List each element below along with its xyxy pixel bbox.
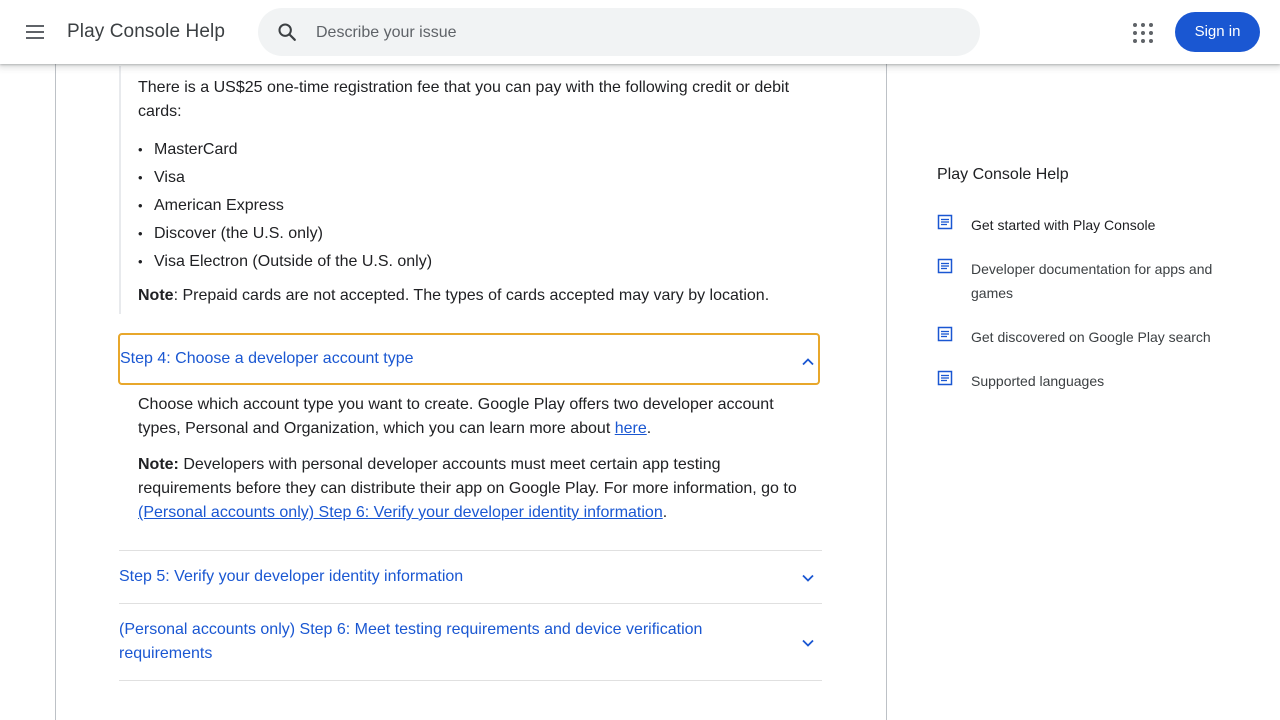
sidebar-item-label: Developer documentation for apps and games	[971, 261, 1213, 301]
sidebar-item-label: Get discovered on Google Play search	[971, 329, 1211, 345]
step4-title: Step 4: Choose a developer account type	[120, 350, 414, 367]
article-icon	[937, 326, 953, 342]
sign-in-button[interactable]: Sign in	[1175, 12, 1260, 52]
article-icon	[937, 214, 953, 230]
apps-grid-icon[interactable]	[1132, 22, 1154, 44]
card-list	[138, 136, 432, 276]
step4-note-text: Developers with personal developer accounts must meet certain app testing requirements before they can distribute their app on Google Play. For more information, go to	[138, 456, 797, 497]
sidebar-item-supported-languages[interactable]	[937, 369, 1237, 393]
sidebar-title: Play Console Help	[937, 166, 1069, 183]
sidebar-item-label: Get started with Play Console	[971, 217, 1156, 233]
chevron-up-icon[interactable]	[801, 355, 815, 369]
article-icon	[937, 370, 953, 386]
search-input[interactable]	[314, 20, 918, 46]
top-bar	[0, 0, 1280, 64]
step4-accordion-header[interactable]	[118, 333, 820, 385]
sidebar-item-developer-docs[interactable]	[937, 257, 1237, 305]
step6-title: (Personal accounts only) Step 6: Meet testing requirements and device verification requirements	[119, 621, 703, 662]
product-title[interactable]: Play Console Help	[67, 21, 226, 42]
content-right-border	[886, 64, 887, 720]
expanded-section-indicator	[119, 66, 121, 314]
chevron-down-icon[interactable]	[801, 636, 815, 650]
step4-body-text: Choose which account type you want to create. Google Play offers two developer account types, Personal and Organization, which you can learn more about	[138, 396, 774, 437]
hamburger-menu-icon[interactable]	[22, 20, 48, 44]
step4-note	[138, 453, 810, 525]
sidebar-item-get-discovered[interactable]	[937, 325, 1237, 349]
article-icon	[937, 258, 953, 274]
step6-verify-link[interactable]: (Personal accounts only) Step 6: Verify your developer identity information	[138, 504, 663, 521]
note-text: : Prepaid cards are not accepted. The types of cards accepted may vary by location.	[173, 287, 770, 304]
note-label: Note:	[138, 456, 179, 473]
search-box[interactable]	[258, 8, 980, 56]
prepaid-note	[138, 284, 810, 308]
registration-fee-text: There is a US$25 one-time registration fee that you can pay with the following credit or debit cards:	[138, 79, 790, 120]
card-list-item: • Discover (the U.S. only)	[138, 220, 432, 248]
search-icon[interactable]	[276, 21, 298, 43]
step4-body-end: .	[646, 420, 652, 437]
step5-accordion-header[interactable]	[119, 551, 822, 603]
card-list-item: • Visa	[138, 164, 432, 192]
card-list-item: • American Express	[138, 192, 432, 220]
step6-accordion-header[interactable]	[119, 604, 822, 680]
account-types-link[interactable]: here	[614, 420, 647, 437]
card-list-item: • Visa Electron (Outside of the U.S. only)	[138, 248, 432, 276]
step5-title: Step 5: Verify your developer identity information	[119, 568, 464, 585]
step4-body	[138, 393, 810, 441]
divider	[119, 680, 822, 681]
chevron-down-icon[interactable]	[801, 571, 815, 585]
sidebar-item-label: Supported languages	[971, 373, 1105, 389]
sidebar-item-get-started[interactable]	[937, 213, 1237, 237]
content-left-border	[55, 64, 56, 720]
note-label: Note	[138, 287, 174, 304]
card-list-item: • MasterCard	[138, 136, 432, 164]
step4-note-end: .	[662, 504, 668, 521]
